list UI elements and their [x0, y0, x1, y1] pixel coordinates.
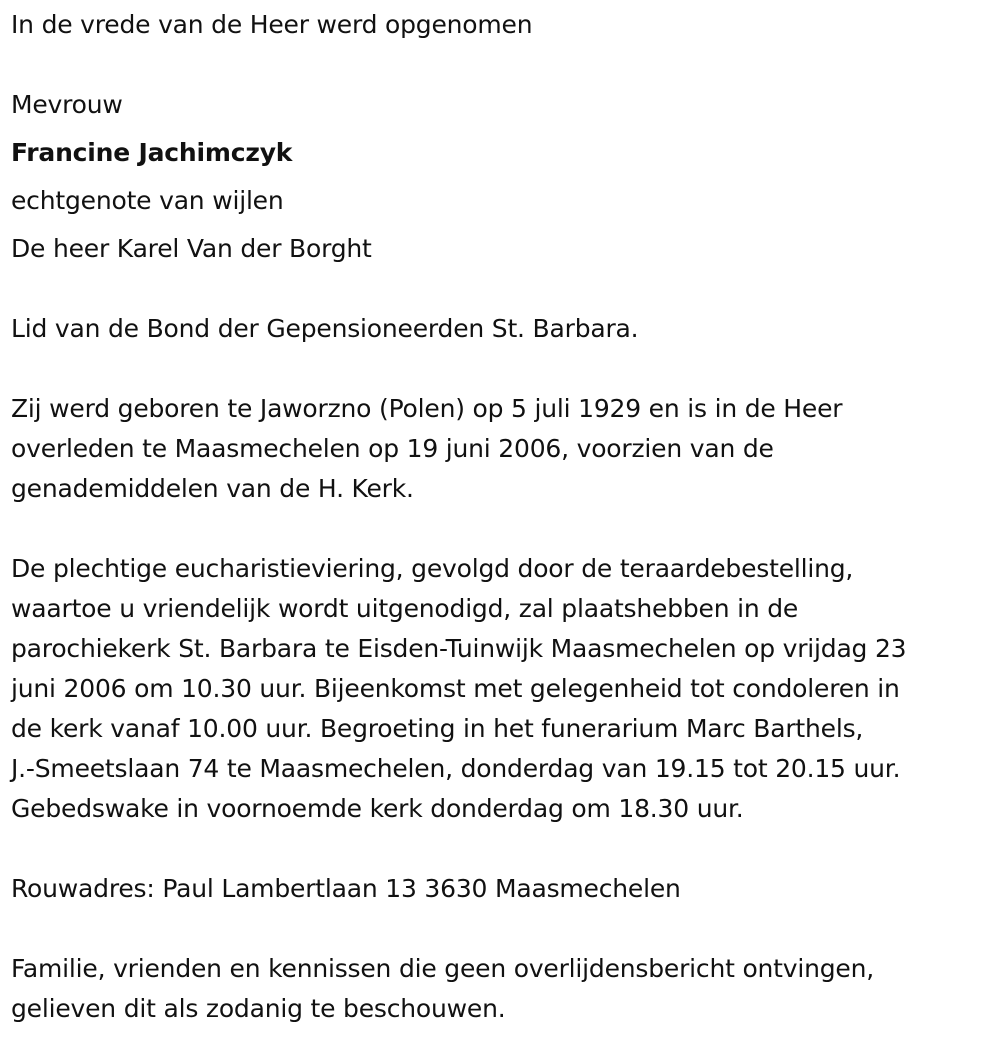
birth-death-line: Zij werd geboren te Jaworzno (Polen) op 5 juli 1929 en is in de Heer — [11, 394, 843, 423]
birth-death-line: overleden te Maasmechelen op 19 juni 2006, voorzien van de — [11, 434, 774, 463]
salutation: Mevrouw — [11, 90, 123, 119]
ceremony-line: parochiekerk St. Barbara te Eisden-Tuinwijk Maasmechelen op vrijdag 23 — [11, 634, 907, 663]
intro-line: In de vrede van de Heer werd opgenomen — [11, 10, 533, 39]
closing-line: gelieven dit als zodanig te beschouwen. — [11, 994, 506, 1023]
ceremony-line: Gebedswake in voornoemde kerk donderdag om 18.30 uur. — [11, 794, 744, 823]
spouse-name: De heer Karel Van der Borght — [11, 234, 372, 263]
ceremony-line: juni 2006 om 10.30 uur. Bijeenkomst met gelegenheid tot condoleren in — [11, 674, 900, 703]
deceased-name: Francine Jachimczyk — [11, 138, 293, 167]
spouse-prefix: echtgenote van wijlen — [11, 186, 284, 215]
membership-line: Lid van de Bond der Gepensioneerden St. Barbara. — [11, 314, 639, 343]
ceremony-line: J.-Smeetslaan 74 te Maasmechelen, donderdag van 19.15 tot 20.15 uur. — [11, 754, 901, 783]
mourning-address: Rouwadres: Paul Lambertlaan 13 3630 Maasmechelen — [11, 874, 681, 903]
ceremony-line: waartoe u vriendelijk wordt uitgenodigd, zal plaatshebben in de — [11, 594, 799, 623]
ceremony-line: De plechtige eucharistieviering, gevolgd door de teraardebestelling, — [11, 554, 854, 583]
closing-line: Familie, vrienden en kennissen die geen overlijdensbericht ontvingen, — [11, 954, 875, 983]
ceremony-line: de kerk vanaf 10.00 uur. Begroeting in het funerarium Marc Barthels, — [11, 714, 864, 743]
birth-death-line: genademiddelen van de H. Kerk. — [11, 474, 414, 503]
